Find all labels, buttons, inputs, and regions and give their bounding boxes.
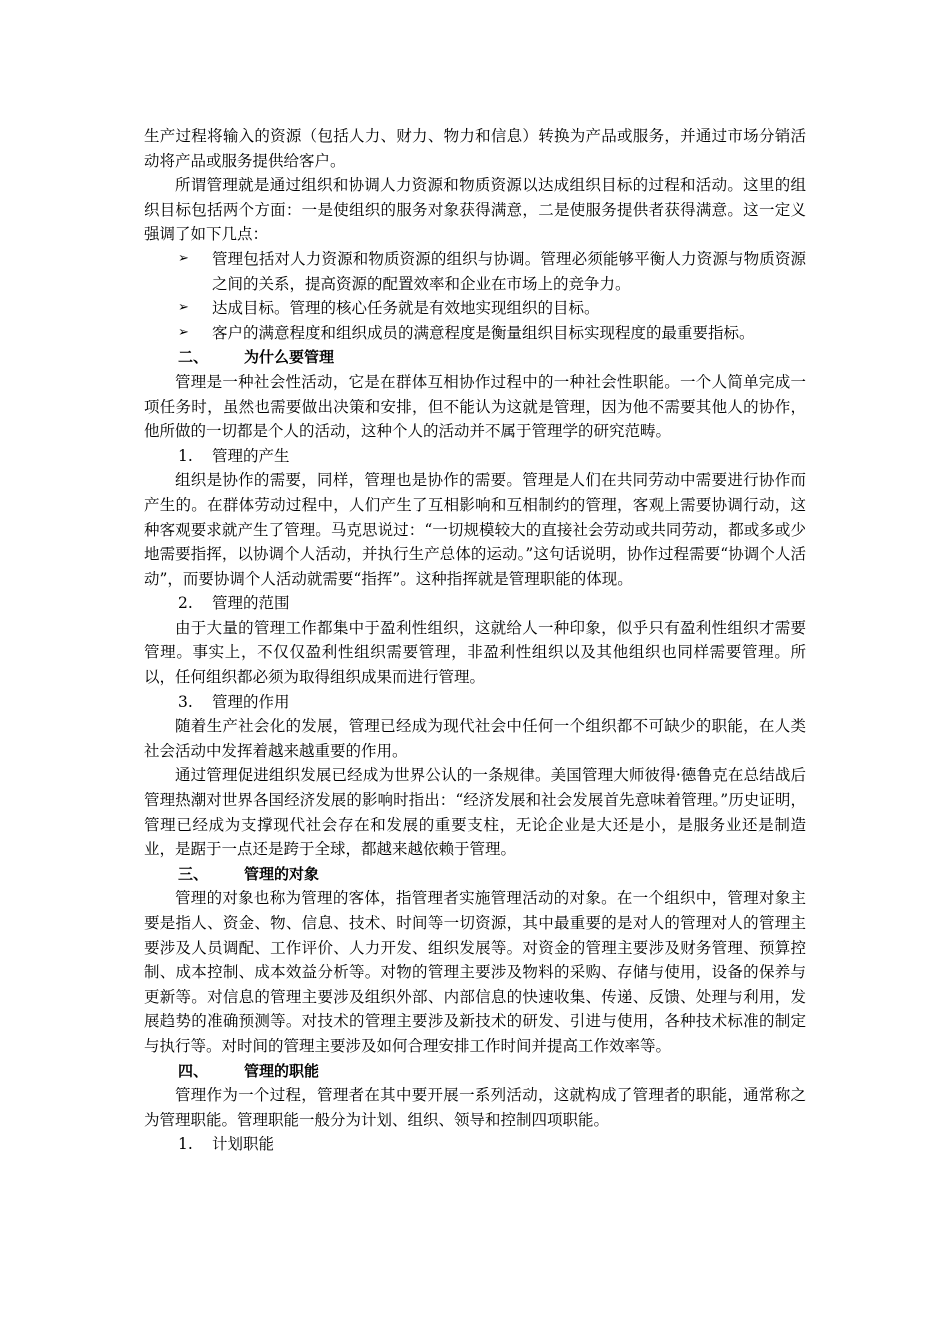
paragraph-objects: 管理的对象也称为管理的客体，指管理者实施管理活动的对象。在一个组织中，管理对象主要是指人、资金、物、信息、技术、时间等一切资源，其中最重要的是对人的管理对人的管理主要涉及人员调配、工作评价、人力开发、组织发展等。对资金的管理主要涉及财务管理、预算控制、成本控制、成本效益分析等。对物的管理主要涉及物料的采购、存储与使用，设备的保养与更新等。对信息的管理主要涉及组织外部、内部信息的快速收集、传递、反馈、处理与利用，发展趋势的准确预测等。对技术的管理主要涉及新技术的研发、引进与使用，各种技术标准的制定与执行等。对时间的管理主要涉及如何合理安排工作时间并提高工作效率等。 bbox=[144, 889, 806, 1055]
list-item-text: 管理包括对人力资源和物质资源的组织与协调。管理必须能够平衡人力资源与物质资源之间的关系，提高资源的配置效率和企业在市场上的竞争力。 bbox=[212, 249, 806, 293]
paragraph-functions: 管理作为一个过程，管理者在其中要开展一系列活动，这就构成了管理者的职能，通常称之为管理职能。管理职能一般分为计划、组织、领导和控制四项职能。 bbox=[144, 1086, 806, 1129]
section-number: 二、 bbox=[178, 348, 209, 367]
section-heading-why-manage bbox=[144, 345, 806, 370]
paragraph-socialization: 随着生产社会化的发展，管理已经成为现代社会中任何一个组织都不可缺少的职能，在人类社会活动中发挥着越来越重要的作用。 bbox=[144, 717, 806, 760]
section-heading-objects bbox=[144, 862, 806, 887]
subsection-title: 管理的范围 bbox=[212, 594, 290, 613]
subsection-title: 管理的作用 bbox=[212, 692, 290, 711]
subsection-number: 3. bbox=[178, 692, 193, 711]
arrow-bullet-icon: ➢ bbox=[178, 324, 189, 340]
section-number: 四、 bbox=[178, 1061, 209, 1080]
section-title: 管理的对象 bbox=[244, 864, 320, 883]
subheading-role bbox=[144, 690, 806, 715]
paragraph-scope: 由于大量的管理工作都集中于盈利性组织，这就给人一种印象，似乎只有盈利性组织才需要管理。事实上，不仅仅盈利性组织需要管理，非盈利性组织以及其他组织也同样需要管理。所以，任何组织都必须为取得组织成果而进行管理。 bbox=[144, 618, 806, 687]
subheading-planning bbox=[144, 1132, 806, 1157]
list-item-text: 达成目标。管理的核心任务就是有效地实现组织的目标。 bbox=[212, 299, 600, 318]
paragraph-drucker: 通过管理促进组织发展已经成为世界公认的一条规律。美国管理大师彼得·德鲁克在总结战后管理热潮对世界各国经济发展的影响时指出：“经济发展和社会发展首先意味着管理。”历史证明，管理已经成为支撑现代社会存在和发展的重要支柱，无论企业是大还是小，是服务业还是制造业，是踞于一点还是跨于全球，都越来越依赖于管理。 bbox=[144, 766, 806, 859]
subheading-origin bbox=[144, 444, 806, 469]
paragraph-management-definition: 所谓管理就是通过组织和协调人力资源和物质资源以达成组织目标的过程和活动。这里的组织目标包括两个方面：一是使组织的服务对象获得满意，二是使服务提供者获得满意。这一定义强调了如下几点： bbox=[144, 176, 806, 244]
document-page bbox=[144, 124, 806, 1157]
subheading-scope bbox=[144, 591, 806, 616]
section-title: 管理的职能 bbox=[244, 1061, 320, 1080]
section-heading-functions bbox=[144, 1059, 806, 1084]
list-item bbox=[144, 296, 806, 321]
subsection-number: 1. bbox=[178, 1135, 193, 1154]
list-item bbox=[144, 321, 806, 346]
subsection-title: 管理的产生 bbox=[212, 446, 290, 465]
list-item-text: 客户的满意程度和组织成员的满意程度是衡量组织目标实现程度的最重要指标。 bbox=[212, 323, 755, 342]
section-number: 三、 bbox=[178, 864, 209, 883]
paragraph-cooperation: 组织是协作的需要，同样，管理也是协作的需要。管理是人们在共同劳动中需要进行协作而产生的。在群体劳动过程中，人们产生了互相影响和互相制约的管理，客观上需要协调行动，这种客观要求就产生了管理。马克思说过：“一切规模较大的直接社会劳动或共同劳动，都或多或少地需要指挥，以协调个人活动，并执行生产总体的运动。”这句话说明，协作过程需要“协调个人活动”，而要协调个人活动就需要“指挥”。这种指挥就是管理职能的体现。 bbox=[144, 471, 806, 588]
list-item bbox=[144, 247, 806, 296]
paragraph-production-process: 生产过程将输入的资源（包括人力、财力、物力和信息）转换为产品或服务，并通过市场分销活动将产品或服务提供给客户。 bbox=[144, 127, 806, 170]
subsection-number: 1. bbox=[178, 446, 193, 465]
arrow-bullet-icon: ➢ bbox=[178, 250, 189, 266]
definition-points-list bbox=[144, 247, 806, 345]
section-title: 为什么要管理 bbox=[244, 348, 335, 367]
paragraph-social-activity: 管理是一种社会性活动，它是在群体互相协作过程中的一种社会性职能。一个人简单完成一项任务时，虽然也需要做出决策和安排，但不能认为这就是管理，因为他不需要其他人的协作，他所做的一切都是个人的活动，这种个人的活动并不属于管理学的研究范畴。 bbox=[144, 372, 806, 441]
subsection-title: 计划职能 bbox=[212, 1135, 275, 1154]
subsection-number: 2. bbox=[178, 594, 193, 613]
arrow-bullet-icon: ➢ bbox=[178, 300, 189, 316]
